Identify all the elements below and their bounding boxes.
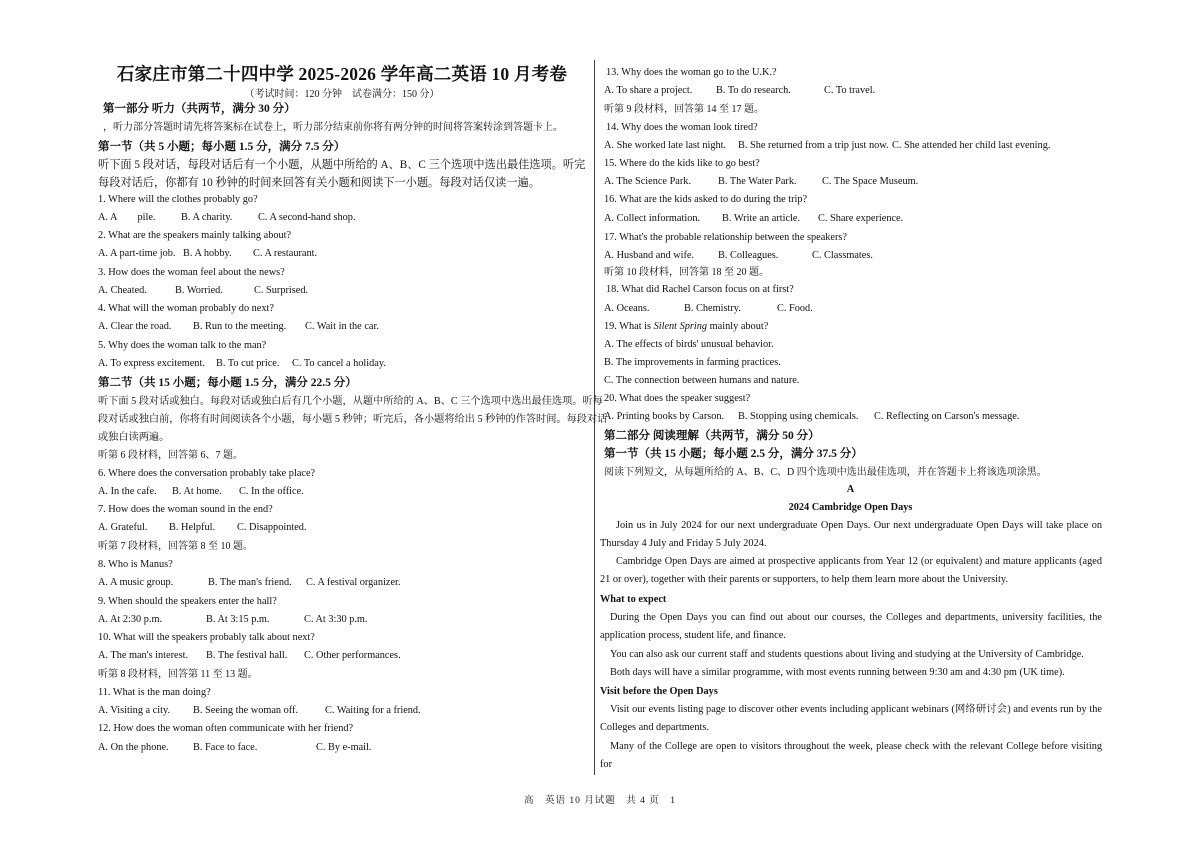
q19-text-post: mainly about? <box>707 321 769 332</box>
passage-letter: A <box>846 484 855 495</box>
material-6: 听第 6 段材料，回答第 6、7 题。 <box>98 450 243 461</box>
exam-title: 石家庄市第二十四中学 2025-2026 学年高二英语 10 月考卷 <box>116 64 568 84</box>
part2-sec1-instructions: 阅读下列短文，从每题所给的 A、B、C、D 四个选项中选出最佳选项，并在答题卡上将该选项涂黑。 <box>604 467 1047 478</box>
q15-option-b: B. The Water Park. <box>718 176 797 187</box>
material-7: 听第 7 段材料，回答第 8 至 10 题。 <box>98 541 253 552</box>
q3-option-a: A. Cheated. <box>98 285 147 296</box>
q19-option-a: A. The effects of birds' unusual behavior. <box>604 339 774 350</box>
q10-option-b: B. The festival hall. <box>206 650 288 661</box>
passage-subheading-visit: Visit before the Open Days <box>600 686 718 697</box>
q14-option-c: C. She attended her child last evening. <box>892 140 1051 151</box>
passage-paragraph-3: During the Open Days you can find out about our courses, the Colleges and departments, university facilities, the application process, student life, and finance. <box>600 612 1102 642</box>
question-18: 18. What did Rachel Carson focus on at first? <box>606 284 794 295</box>
passage-paragraph-2: Cambridge Open Days are aimed at prospective applicants from Year 12 (or equivalent) and mature applicants (aged 21 or over), together with their parents or supporters, to help them learn more about the University. <box>600 556 1102 586</box>
passage-paragraph-4: You can also ask our current staff and students questions about living and studying at the University of Cambridge. <box>610 649 1084 660</box>
q18-option-a: A. Oceans. <box>604 303 650 314</box>
q19-option-c: C. The connection between humans and nature. <box>604 375 800 386</box>
q19-book-title: Silent Spring <box>653 321 708 332</box>
question-7: 7. How does the woman sound in the end? <box>98 504 273 515</box>
q7-option-b: B. Helpful. <box>169 522 216 533</box>
q2-option-a: A. A part-time job. <box>98 248 176 259</box>
q12-option-c: C. By e-mail. <box>316 742 372 753</box>
q3-option-c: C. Surprised. <box>254 285 309 296</box>
q6-option-c: C. In the office. <box>239 486 304 497</box>
q6-option-b: B. At home. <box>172 486 222 497</box>
q11-option-c: C. Waiting for a friend. <box>325 705 421 716</box>
question-14: 14. Why does the woman look tired? <box>606 122 758 133</box>
question-20: 20. What does the speaker suggest? <box>604 393 751 404</box>
question-5: 5. Why does the woman talk to the man? <box>98 340 267 351</box>
passage-paragraph-6: Visit our events listing page to discover other events including applicant webinars (网络研讨会) and events run by the Colleges and departments. <box>600 704 1102 734</box>
q5-option-b: B. To cut price. <box>216 358 280 369</box>
q15-option-c: C. The Space Museum. <box>822 176 919 187</box>
q16-option-a: A. Collect information. <box>604 213 701 224</box>
question-16: 16. What are the kids asked to do during the trip? <box>604 194 808 205</box>
question-19 <box>604 320 768 334</box>
q19-option-b: B. The improvements in farming practices. <box>604 357 781 368</box>
q9-option-c: C. At 3:30 p.m. <box>304 614 368 625</box>
question-4: 4. What will the woman probably do next? <box>98 303 274 314</box>
q14-option-b: B. She returned from a trip just now. <box>738 140 889 151</box>
question-8: 8. Who is Manus? <box>98 559 173 570</box>
q18-option-c: C. Food. <box>777 303 813 314</box>
q19-text-pre: 19. What is <box>604 321 654 332</box>
q11-option-a: A. Visiting a city. <box>98 705 171 716</box>
question-15: 15. Where do the kids like to go best? <box>604 158 760 169</box>
q15-option-a: A. The Science Park. <box>604 176 692 187</box>
exam-subtitle: （考试时间：120 分钟 试卷满分：150 分） <box>244 89 440 100</box>
q16-option-c: C. Share experience. <box>818 213 904 224</box>
sec1-instr-1: 听下面 5 段对话，每段对话后有一个小题，从题中所给的 A、B、C 三个选项中选出最佳选项。听完 <box>98 159 586 171</box>
question-11: 11. What is the man doing? <box>98 687 211 698</box>
sec1-heading: 第一节（共 5 小题；每小题 1.5 分，满分 7.5 分） <box>98 141 346 153</box>
q3-option-b: B. Worried. <box>175 285 223 296</box>
q9-option-a: A. At 2:30 p.m. <box>98 614 163 625</box>
sec2-instr-1: 听下面 5 段对话或独白。每段对话或独白后有几个小题，从题中所给的 A、B、C 三个选项中选出最佳选项。听每 <box>98 396 603 407</box>
q20-option-b: B. Stopping using chemicals. <box>738 411 859 422</box>
q1-option-a: A. A pile. <box>98 212 156 223</box>
intro-line: ，听力部分答题时请先将答案标在试卷上，听力部分结束前你将有两分钟的时间将答案转涂到答题卡上。 <box>103 122 563 133</box>
q7-option-c: C. Disappointed. <box>237 522 307 533</box>
q4-option-a: A. Clear the road. <box>98 321 172 332</box>
material-8: 听第 8 段材料，回答第 11 至 13 题。 <box>98 669 258 680</box>
q20-option-a: A. Printing books by Carson. <box>604 411 725 422</box>
question-2: 2. What are the speakers mainly talking about? <box>98 230 292 241</box>
sec2-instr-2: 段对话或独白前，你将有时间阅读各个小题，每小题 5 秒钟；听完后，各小题将给出 5 秒钟的作答时间。每段对话 <box>98 414 608 425</box>
question-12: 12. How does the woman often communicate with her friend? <box>98 723 354 734</box>
q17-option-c: C. Classmates. <box>812 250 873 261</box>
question-9: 9. When should the speakers enter the hall? <box>98 596 277 607</box>
passage-paragraph-1: Join us in July 2024 for our next undergraduate Open Days. Our next undergraduate Open Days will take place on Thursday 4 July and Friday 5 July 2024. <box>600 520 1102 550</box>
q5-option-a: A. To express excitement. <box>98 358 205 369</box>
q4-option-b: B. Run to the meeting. <box>193 321 287 332</box>
material-10: 听第 10 段材料，回答第 18 至 20 题。 <box>604 267 769 278</box>
q17-option-a: A. Husband and wife. <box>604 250 695 261</box>
q9-option-b: B. At 3:15 p.m. <box>206 614 270 625</box>
sec2-instr-3: 或独白读两遍。 <box>98 432 170 443</box>
q10-option-c: C. Other performances. <box>304 650 401 661</box>
q11-option-b: B. Seeing the woman off. <box>193 705 299 716</box>
q2-option-c: C. A restaurant. <box>253 248 318 259</box>
q4-option-c: C. Wait in the car. <box>305 321 379 332</box>
q13-option-c: C. To travel. <box>824 85 876 96</box>
q7-option-a: A. Grateful. <box>98 522 148 533</box>
q20-option-c: C. Reflecting on Carson's message. <box>874 411 1020 422</box>
q10-option-a: A. The man's interest. <box>98 650 189 661</box>
q8-option-a: A. A music group. <box>98 577 174 588</box>
q16-option-b: B. Write an article. <box>722 213 801 224</box>
question-10: 10. What will the speakers probably talk about next? <box>98 632 315 643</box>
q1-option-b: B. A charity. <box>181 212 233 223</box>
q6-option-a: A. In the cafe. <box>98 486 157 497</box>
passage-paragraph-5: Both days will have a similar programme, with most events running between 9:30 am and 4:30 pm (UK time). <box>610 667 1065 678</box>
question-17: 17. What's the probable relationship between the speakers? <box>604 232 847 243</box>
question-1: 1. Where will the clothes probably go? <box>98 194 258 205</box>
question-6: 6. Where does the conversation probably take place? <box>98 468 316 479</box>
passage-subheading-expect: What to expect <box>600 594 667 605</box>
material-9: 听第 9 段材料，回答第 14 至 17 题。 <box>604 104 764 115</box>
q13-option-a: A. To share a project. <box>604 85 693 96</box>
sec2-heading: 第二节（共 15 小题；每小题 1.5 分，满分 22.5 分） <box>98 377 357 389</box>
sec1-instr-2: 每段对话后，你都有 10 秒钟的时间来回答有关小题和阅读下一小题。每段对话仅读一遍。 <box>98 177 540 189</box>
q8-option-c: C. A festival organizer. <box>306 577 401 588</box>
q13-option-b: B. To do research. <box>716 85 791 96</box>
question-13: 13. Why does the woman go to the U.K.? <box>606 67 777 78</box>
part2-sec1-heading: 第一节（共 15 小题；每小题 2.5 分，满分 37.5 分） <box>604 448 863 460</box>
q12-option-a: A. On the phone. <box>98 742 169 753</box>
q12-option-b: B. Face to face. <box>193 742 258 753</box>
passage-title: 2024 Cambridge Open Days <box>788 502 913 513</box>
q5-option-c: C. To cancel a holiday. <box>292 358 386 369</box>
q2-option-b: B. A hobby. <box>183 248 232 259</box>
passage-paragraph-7: Many of the College are open to visitors throughout the week, please check with the relevant College before visiting for <box>600 741 1102 771</box>
q8-option-b: B. The man's friend. <box>208 577 292 588</box>
part1-heading: 第一部分 听力（共两节，满分 30 分） <box>103 103 296 115</box>
part2-heading: 第二部分 阅读理解（共两节，满分 50 分） <box>604 430 820 442</box>
q1-option-c: C. A second-hand shop. <box>258 212 356 223</box>
question-3: 3. How does the woman feel about the news? <box>98 267 285 278</box>
page-footer: 高 英语 10 月试题 共 4 页 1 <box>523 796 676 806</box>
q17-option-b: B. Colleagues. <box>718 250 779 261</box>
q18-option-b: B. Chemistry. <box>684 303 741 314</box>
q14-option-a: A. She worked late last night. <box>604 140 727 151</box>
